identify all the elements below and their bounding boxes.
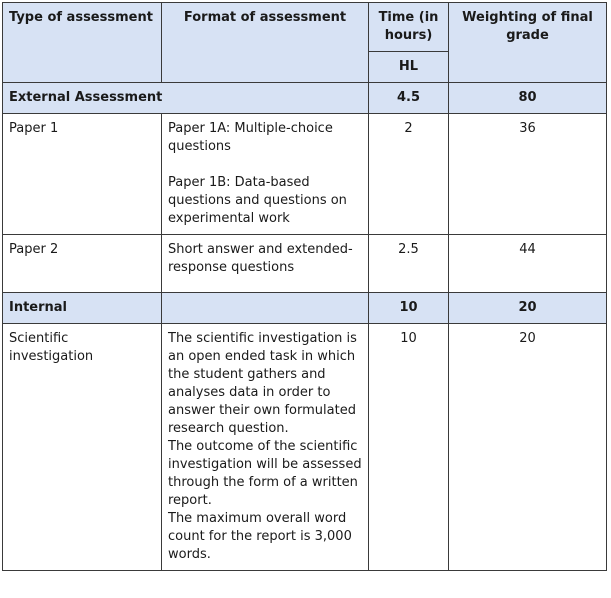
header-weighting: Weighting of final grade xyxy=(449,3,607,83)
assessment-table xyxy=(2,2,607,571)
scientific-format-paragraph-3: The maximum overall word count for the report is 3,000 words. xyxy=(168,511,352,562)
internal-row xyxy=(3,293,607,324)
scientific-investigation-row xyxy=(3,324,607,571)
header-time: Time (in hours) xyxy=(369,3,449,52)
external-assessment-weighting: 80 xyxy=(449,83,607,114)
paper-1-time: 2 xyxy=(369,114,449,235)
scientific-format-paragraph-1: The scientific investigation is an open ended task in which the student gathers and analyses data in order to answer their own formulated research question. xyxy=(168,331,357,436)
external-assessment-label: External Assessment xyxy=(3,83,369,114)
paper-2-format: Short answer and extended-response questions xyxy=(162,235,369,293)
internal-empty-cell xyxy=(162,293,369,324)
scientific-investigation-format xyxy=(162,324,369,571)
paper-1-row xyxy=(3,114,607,235)
paper-1a-format: Paper 1A: Multiple-choice questions xyxy=(168,121,333,154)
paper-2-row xyxy=(3,235,607,293)
scientific-investigation-time: 10 xyxy=(369,324,449,571)
paper-2-time: 2.5 xyxy=(369,235,449,293)
header-format-of-assessment: Format of assessment xyxy=(162,3,369,83)
external-assessment-time: 4.5 xyxy=(369,83,449,114)
internal-label: Internal xyxy=(3,293,162,324)
paper-1-format xyxy=(162,114,369,235)
scientific-investigation-weighting: 20 xyxy=(449,324,607,571)
scientific-format-paragraph-2: The outcome of the scientific investigation will be assessed through the form of a written report. xyxy=(168,439,362,508)
internal-time: 10 xyxy=(369,293,449,324)
scientific-investigation-type: Scientific investigation xyxy=(3,324,162,571)
header-time-hl: HL xyxy=(369,52,449,83)
header-type-of-assessment: Type of assessment xyxy=(3,3,162,83)
internal-weighting: 20 xyxy=(449,293,607,324)
paper-1-type: Paper 1 xyxy=(3,114,162,235)
external-assessment-row xyxy=(3,83,607,114)
paper-2-type: Paper 2 xyxy=(3,235,162,293)
paper-2-weighting: 44 xyxy=(449,235,607,293)
paper-1b-format: Paper 1B: Data-based questions and questions on experimental work xyxy=(168,175,347,226)
paper-1-weighting: 36 xyxy=(449,114,607,235)
